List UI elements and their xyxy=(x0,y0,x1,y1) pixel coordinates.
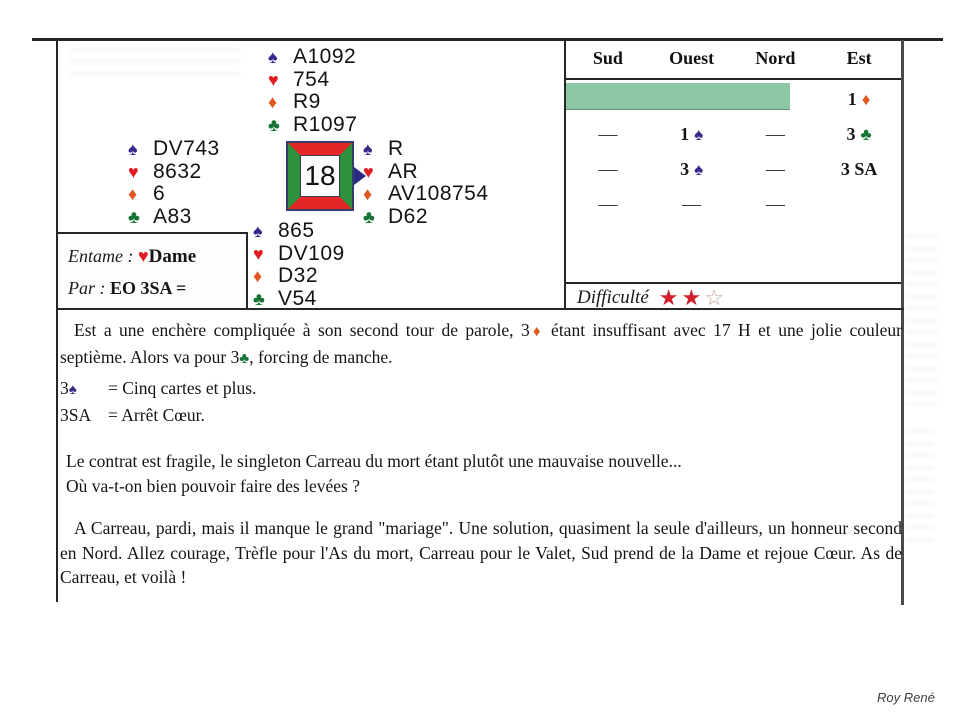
club-suit-icon: ♣ xyxy=(363,206,376,227)
bleed-through-artifact xyxy=(906,235,938,405)
star-empty-icon: ☆ xyxy=(704,285,724,310)
bid-cell-r3-est: 3 SA xyxy=(840,159,878,179)
difficulty-label: Difficulté xyxy=(577,287,649,308)
east-diamonds-holding: ♦ AV108754 xyxy=(363,182,489,206)
north-clubs-holding: ♣ R1097 xyxy=(268,112,358,136)
bidding-rows xyxy=(566,82,901,222)
bidding-col-ouest: Ouest xyxy=(669,48,715,68)
diamond-suit-icon: ♦ xyxy=(861,90,871,109)
bidding-col-est: Est xyxy=(846,48,872,68)
diamond-suit-icon: ♦ xyxy=(363,184,373,205)
par-label: Par : xyxy=(68,278,106,298)
bleed-through-artifact xyxy=(70,48,240,82)
south-clubs-holding: ♣ V54 xyxy=(253,286,317,310)
difficulty-top-line xyxy=(566,282,901,284)
par-line xyxy=(68,278,186,299)
south-diamonds-holding: ♦ D32 xyxy=(253,264,319,288)
south-hearts-holding: ♥ DV109 xyxy=(253,241,345,265)
lead-box xyxy=(56,232,248,310)
definition-line: 3♠ = Cinq cartes et plus. xyxy=(60,378,257,398)
diamond-suit-icon: ♦ xyxy=(128,184,138,205)
entame-suit-icon: ♥ xyxy=(137,246,149,266)
commentary-block xyxy=(58,312,908,590)
bid-cell-r1-est: 1 ♦ xyxy=(847,89,871,109)
star-filled-icon: ★ xyxy=(681,285,702,310)
frame-top-border xyxy=(32,38,943,41)
board-number: 18 xyxy=(301,156,339,196)
spade-suit-icon: ♠ xyxy=(268,47,279,68)
heart-suit-icon: ♥ xyxy=(363,161,375,182)
spade-suit-icon: ♠ xyxy=(128,139,139,160)
commentary-para3: A Carreau, pardi, mais il manque le grand "mariage". Une solution, quasiment la seule d'ailleurs, un honneur second en Nord. Allez courage, Trèfle pour l'As du mort, Carreau pour le Valet, Sud prend de la Dame et rejoue Cœur. As de Carreau, et voilà ! xyxy=(60,518,902,587)
board-marker xyxy=(288,143,352,209)
entame-label: Entame : xyxy=(68,246,134,266)
commentary-para2 xyxy=(60,449,902,498)
entame-line xyxy=(68,246,196,268)
difficulty-stars xyxy=(659,285,727,311)
bid-cell-r3-ouest: 3 ♠ xyxy=(680,159,704,179)
heart-suit-icon: ♥ xyxy=(253,243,265,264)
club-suit-icon: ♣ xyxy=(268,114,281,135)
diamond-suit-icon: ♦ xyxy=(268,92,278,113)
commentary-para1: Est a une enchère compliquée à son second tour de parole, 3♦ étant insuffisant avec 17 H et une jolie couleur septième. Alors va pour 3♣, forcing de manche. xyxy=(60,320,902,367)
par-value: EO 3SA = xyxy=(110,278,187,298)
commentary-para2-line1: Le contrat est fragile, le singleton Carreau du mort étant plutôt une mauvaise nouvelle... xyxy=(66,451,682,471)
north-spades-holding: ♠ A1092 xyxy=(268,45,357,69)
bidding-col-nord: Nord xyxy=(755,48,796,68)
east-clubs-holding: ♣ D62 xyxy=(363,204,429,228)
west-hand xyxy=(128,138,220,228)
bidding-col-sud: Sud xyxy=(592,48,623,68)
diamond-suit-icon: ♦ xyxy=(529,324,544,340)
west-clubs-holding: ♣ A83 xyxy=(128,204,192,228)
west-spades-holding: ♠ DV743 xyxy=(128,137,220,161)
commentary-para2-line2: Où va-t-on bien pouvoir faire des levées ? xyxy=(66,475,360,496)
difficulty-row xyxy=(577,285,727,311)
bid-cell-r2-nord: — xyxy=(765,123,785,145)
west-diamonds-holding: ♦ 6 xyxy=(128,182,166,206)
bleed-through-artifact xyxy=(906,430,934,550)
footer-credit: Roy René xyxy=(877,690,935,705)
south-spades-holding: ♠ 865 xyxy=(253,219,315,243)
club-suit-icon: ♣ xyxy=(860,125,872,144)
west-hearts-holding: ♥ 8632 xyxy=(128,159,202,183)
spade-suit-icon: ♠ xyxy=(363,139,374,160)
east-spades-holding: ♠ R xyxy=(363,137,404,161)
bid-cell-r4-ouest: — xyxy=(682,193,702,215)
spade-suit-icon: ♠ xyxy=(68,382,77,398)
bid-cell-r2-sud: — xyxy=(598,123,618,145)
bid-cell-r3-sud: — xyxy=(598,158,618,180)
heart-suit-icon: ♥ xyxy=(128,161,140,182)
entame-card: Dame xyxy=(148,246,197,267)
bid-cell-r3-nord: — xyxy=(765,158,785,180)
definitions xyxy=(60,376,902,428)
bid-cell-r2-ouest: 1 ♠ xyxy=(680,124,704,144)
diamond-suit-icon: ♦ xyxy=(253,266,263,287)
star-filled-icon: ★ xyxy=(658,285,679,310)
bid-cell-r4-sud: — xyxy=(598,193,618,215)
north-diamonds-holding: ♦ R9 xyxy=(268,90,321,114)
bidding-header-row xyxy=(566,48,901,69)
south-hand xyxy=(253,220,345,310)
east-hand xyxy=(363,138,489,228)
club-suit-icon: ♣ xyxy=(239,350,250,367)
bid-cell-r2-est: 3 ♣ xyxy=(846,124,872,144)
spade-suit-icon: ♠ xyxy=(694,160,704,179)
bid-cell-r4-nord: — xyxy=(765,193,785,215)
spade-suit-icon: ♠ xyxy=(253,221,264,242)
heart-suit-icon: ♥ xyxy=(268,69,280,90)
club-suit-icon: ♣ xyxy=(253,288,266,309)
bidding-header-underline xyxy=(566,78,901,80)
club-suit-icon: ♣ xyxy=(128,206,141,227)
north-hearts-holding: ♥ 754 xyxy=(268,67,330,91)
dealer-arrow-icon xyxy=(354,167,366,185)
east-hearts-holding: ♥ AR xyxy=(363,159,419,183)
spade-suit-icon: ♠ xyxy=(694,125,704,144)
definition-line: 3SA = Arrêt Cœur. xyxy=(60,405,205,425)
north-hand xyxy=(268,46,357,136)
